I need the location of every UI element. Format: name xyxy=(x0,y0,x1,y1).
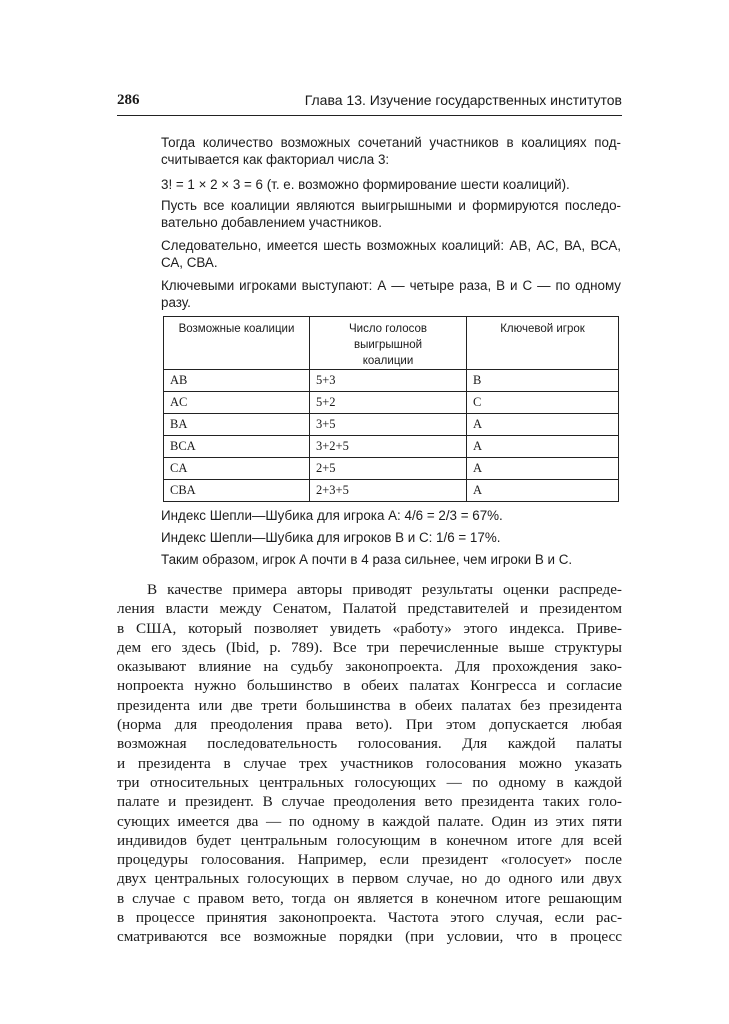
table-row xyxy=(164,436,619,458)
text-line: в процессе принятия законопроекта. Частота этого случая, если рас- xyxy=(117,909,622,927)
text-line: три относительных центральных голосующих — по одному в каждой xyxy=(117,773,622,791)
text-line: и президента в случае трех участников голосования можно указать xyxy=(117,754,622,772)
text-line: президента или две трети большинства в обеих палатах без президента xyxy=(117,696,622,714)
result-conclusion: Таким образом, игрок А почти в 4 раза сильнее, чем игроки В и С. xyxy=(161,552,573,567)
table-cell: 2+5 xyxy=(310,458,467,480)
text-line: в случае с правом вето, тогда он является в конечном итоге решающим xyxy=(117,889,622,907)
table-cell: 5+2 xyxy=(310,392,467,414)
coalitions-table xyxy=(163,316,619,502)
result-index-bc: Индекс Шепли—Шубика для игроков В и С: 1/6 = 17%. xyxy=(161,530,501,545)
table-cell: CA xyxy=(164,458,310,480)
page-number: 286 xyxy=(117,92,140,108)
text-line: сматриваются все возможные порядки (при условии, что в процесс xyxy=(117,928,622,946)
table-cell: 3+2+5 xyxy=(310,436,467,458)
table-cell: B xyxy=(467,370,619,392)
text-line: Следовательно, имеется шесть возможных коалиций: АВ, АС, ВА, ВСА, xyxy=(161,238,621,253)
table-cell: A xyxy=(467,458,619,480)
body-paragraph xyxy=(117,580,622,947)
text-line: индивидов будет центральным голосующим в конечном итоге для всей xyxy=(117,831,622,849)
table-cell: C xyxy=(467,392,619,414)
example-paragraph-factorial xyxy=(161,134,621,168)
example-paragraph-winning xyxy=(161,197,621,231)
header-cell-votes-text: Число голосов выигрышной коалиции xyxy=(349,323,427,367)
table-row xyxy=(164,370,619,392)
text-line: ления власти между Сенатом, Палатой представителей и президентом xyxy=(117,600,622,618)
table-cell: AB xyxy=(164,370,310,392)
header-rule xyxy=(117,115,622,116)
result-index-a: Индекс Шепли—Шубика для игрока А: 4/6 = 2/3 = 67%. xyxy=(161,508,503,523)
table-cell: A xyxy=(467,414,619,436)
text-line: вательно добавлением участников. xyxy=(161,215,382,230)
text-line: Тогда количество возможных сочетаний участников в коалициях под- xyxy=(161,135,621,150)
text-line: нопроекта нужно большинство в обеих палатах Конгресса и согласие xyxy=(117,677,622,695)
table-cell: A xyxy=(467,436,619,458)
text-line: двух центральных голосующих в первом случае, но до одного или двух xyxy=(117,870,622,888)
example-paragraph-formula xyxy=(161,176,621,193)
table-cell: AC xyxy=(164,392,310,414)
table-cell: CBA xyxy=(164,480,310,502)
table-cell: 3+5 xyxy=(310,414,467,436)
table-cell: BA xyxy=(164,414,310,436)
text-line: сующих имеется два — по одному в каждой палате. Один из этих пяти xyxy=(117,812,622,830)
table-row xyxy=(164,480,619,502)
text-line: Ключевыми игроками выступают: А — четыре раза, В и С — по одному xyxy=(161,278,621,293)
text-line: (норма для преодоления права вето). При этом допускается любая xyxy=(117,716,622,734)
text-line: В качестве примера авторы приводят результаты оценки распреде- xyxy=(147,581,622,598)
text-line: палате и президент. В случае преодоления вето президента таких голо- xyxy=(117,793,622,811)
text-line: дем его здесь (Ibid, p. 789). Все три перечисленные выше структуры xyxy=(117,638,622,656)
text-line: в США, который позволяет увидеть «работу» этого индекса. Приве- xyxy=(117,619,622,637)
table-row xyxy=(164,458,619,480)
example-paragraph-coalitions xyxy=(161,237,621,271)
example-paragraph-key-players xyxy=(161,277,621,311)
text-line: процедуры голосования. Например, если президент «голосует» после xyxy=(117,851,622,869)
table-cell: BCA xyxy=(164,436,310,458)
table-row xyxy=(164,414,619,436)
header-cell-coalitions: Возможные коалиции xyxy=(164,317,310,370)
text-line: 3! = 1 × 2 × 3 = 6 (т. е. возможно формирование шести коалиций). xyxy=(161,177,570,192)
text-line: Пусть все коалиции являются выигрышными и формируются последо- xyxy=(161,198,621,213)
header-cell-votes xyxy=(310,317,467,370)
text-line: разу. xyxy=(161,295,191,310)
text-line: СА, СВА. xyxy=(161,255,218,270)
table-cell: 5+3 xyxy=(310,370,467,392)
text-line: оказывают влияние на судьбу законопроекта. Для прохождения зако- xyxy=(117,658,622,676)
table-row xyxy=(164,392,619,414)
page-header xyxy=(117,92,622,114)
table-cell: 2+3+5 xyxy=(310,480,467,502)
table-cell: A xyxy=(467,480,619,502)
table-header-row xyxy=(164,317,619,370)
running-title: Глава 13. Изучение государственных институтов xyxy=(304,92,622,108)
header-cell-key-player: Ключевой игрок xyxy=(467,317,619,370)
text-line: возможная последовательность голосования. Для каждой палаты xyxy=(117,735,622,753)
text-line: считывается как факториал числа 3: xyxy=(161,152,390,167)
